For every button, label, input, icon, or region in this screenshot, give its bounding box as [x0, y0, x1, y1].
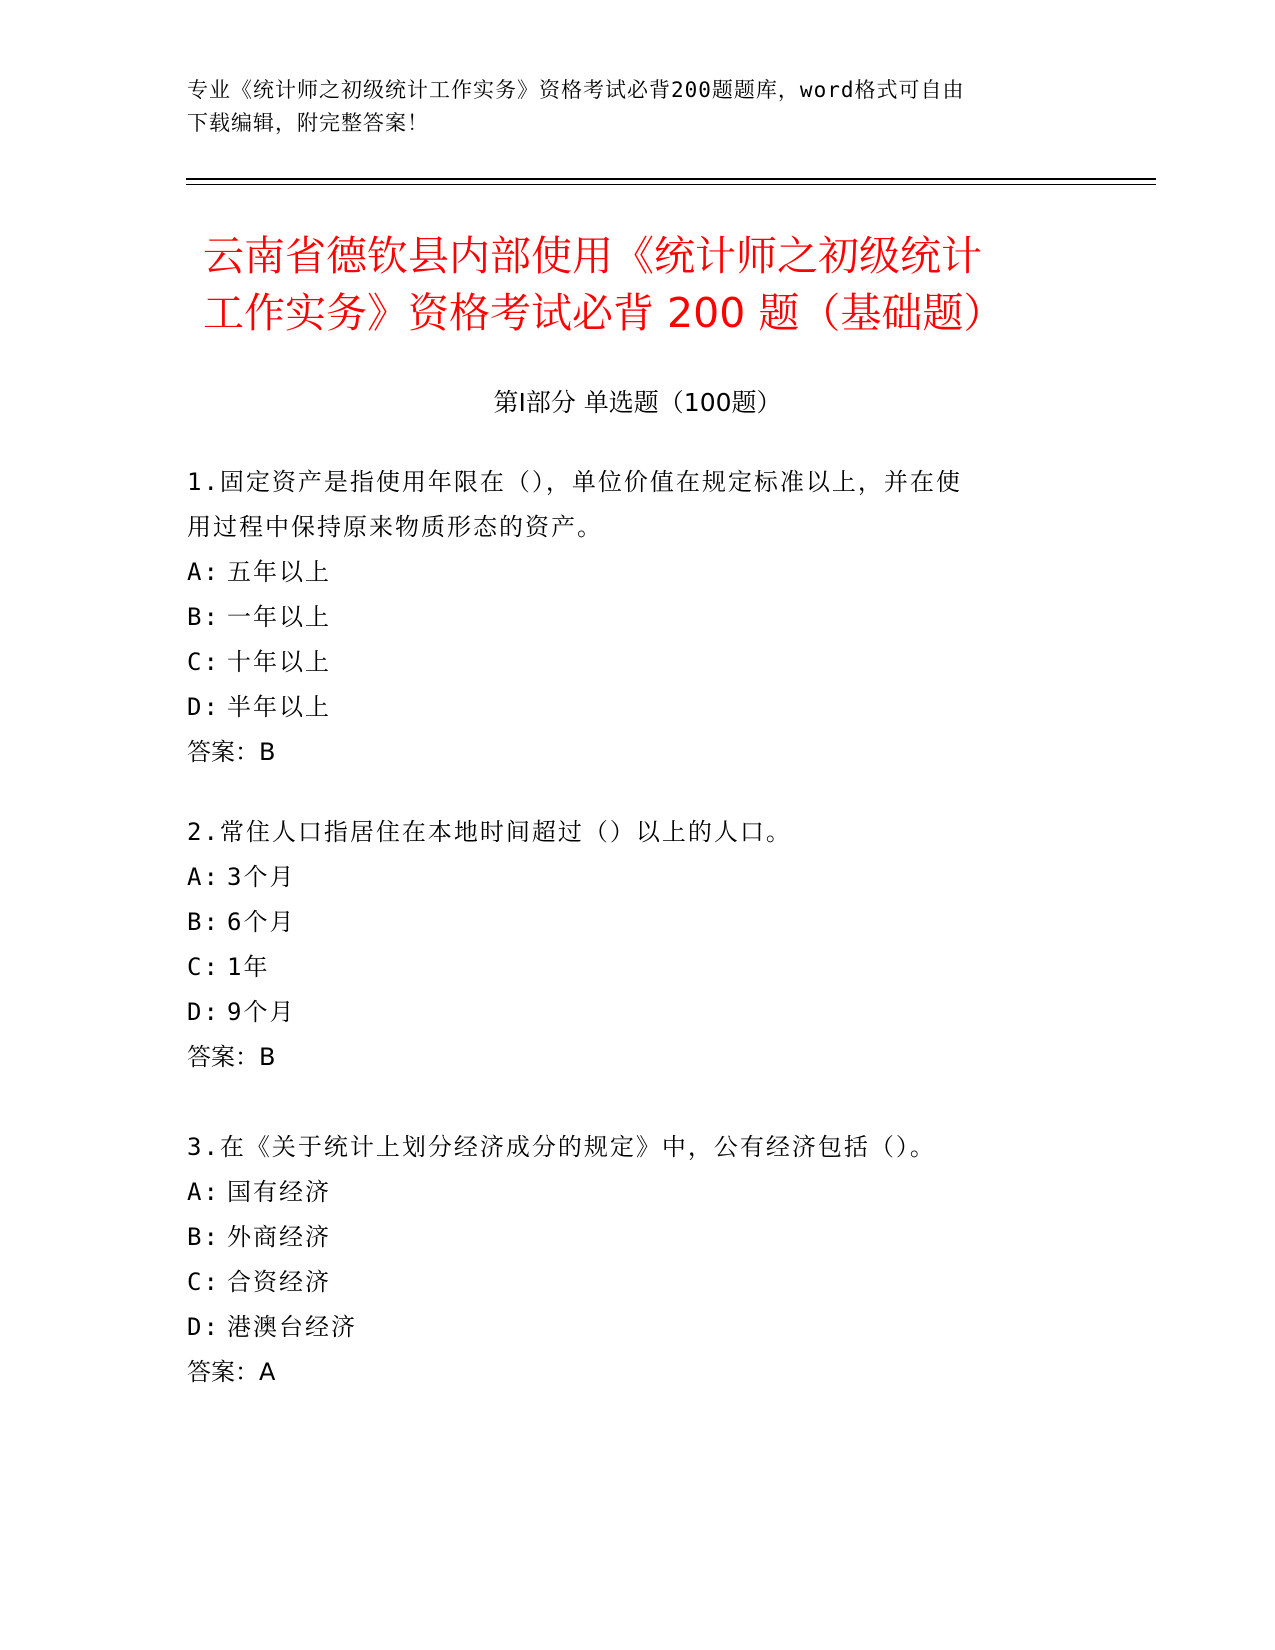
- answer: 答案：B: [187, 738, 276, 766]
- document-title: [203, 228, 1103, 342]
- option-text: 合资经济: [227, 1268, 331, 1296]
- header-divider-thick: [186, 178, 1156, 180]
- option-text: 港澳台经济: [227, 1313, 357, 1341]
- option-b: [187, 900, 1067, 945]
- option-text: 外商经济: [227, 1223, 331, 1251]
- document-title-line: 云南省德钦县内部使用《统计师之初级统计: [203, 232, 982, 280]
- document-title-line: 工作实务》资格考试必背 200 题（基础题）: [203, 289, 1005, 337]
- option-letter: D:: [187, 693, 220, 721]
- question-stem: 2.常住人口指居住在本地时间超过（）以上的人口。: [187, 818, 792, 846]
- option-text: 五年以上: [227, 558, 331, 586]
- option-letter: A:: [187, 1178, 220, 1206]
- option-letter: C:: [187, 648, 220, 676]
- option-text: 6个月: [227, 908, 296, 936]
- option-text: 一年以上: [227, 603, 331, 631]
- option-text: 国有经济: [227, 1178, 331, 1206]
- option-letter: A:: [187, 558, 220, 586]
- option-letter: D:: [187, 998, 220, 1026]
- question-stem: 用过程中保持原来物质形态的资产。: [187, 513, 603, 541]
- question-stem: 3.在《关于统计上划分经济成分的规定》中，公有经济包括（）。: [187, 1133, 936, 1161]
- question-2: [187, 810, 1067, 1080]
- option-c: [187, 640, 1067, 685]
- question-3: [187, 1125, 1067, 1395]
- question-stem: 1.固定资产是指使用年限在（），单位价值在规定标准以上，并在使: [187, 468, 962, 496]
- question-1: [187, 460, 1067, 775]
- option-d: [187, 1305, 1067, 1350]
- header-note: [187, 74, 1087, 140]
- option-d: [187, 685, 1067, 730]
- option-b: [187, 595, 1067, 640]
- option-letter: D:: [187, 1313, 220, 1341]
- header-divider-thin: [186, 184, 1156, 185]
- option-a: [187, 855, 1067, 900]
- option-text: 9个月: [227, 998, 296, 1026]
- answer: 答案：A: [187, 1358, 276, 1386]
- option-text: 3个月: [227, 863, 296, 891]
- option-letter: C:: [187, 953, 220, 981]
- option-text: 十年以上: [227, 648, 331, 676]
- option-letter: B:: [187, 908, 220, 936]
- option-a: [187, 550, 1067, 595]
- section-heading: 第Ⅰ部分 单选题（100题）: [493, 388, 782, 417]
- option-letter: A:: [187, 863, 220, 891]
- header-note-line: 下载编辑，附完整答案！: [187, 111, 429, 135]
- option-b: [187, 1215, 1067, 1260]
- option-c: [187, 945, 1067, 990]
- answer: 答案：B: [187, 1043, 276, 1071]
- option-text: 1年: [227, 953, 270, 981]
- option-a: [187, 1170, 1067, 1215]
- option-text: 半年以上: [227, 693, 331, 721]
- option-d: [187, 990, 1067, 1035]
- option-letter: B:: [187, 1223, 220, 1251]
- option-c: [187, 1260, 1067, 1305]
- header-note-line: 专业《统计师之初级统计工作实务》资格考试必背200题题库，word格式可自由: [187, 78, 965, 102]
- option-letter: C:: [187, 1268, 220, 1296]
- option-letter: B:: [187, 603, 220, 631]
